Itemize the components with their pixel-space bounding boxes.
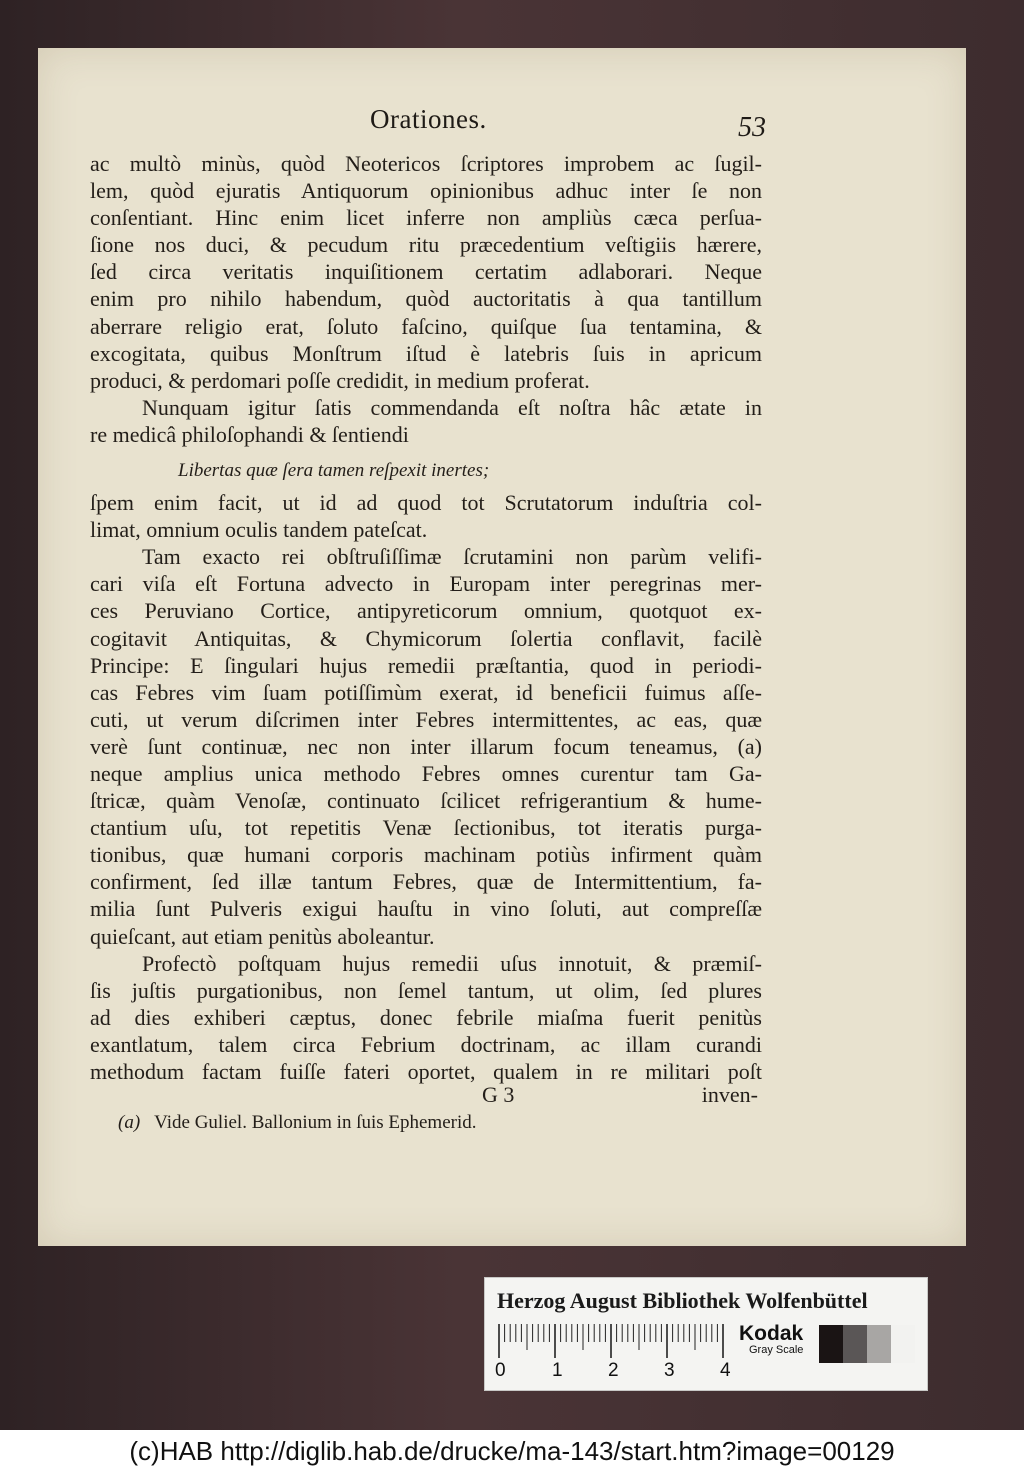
text-line: cas Febres vim ſuam potiſſimùm exerat, id beneficii fuimus aſſe- bbox=[90, 679, 762, 705]
text-line: tionibus, quæ humani corporis machinam potiùs infirment quàm bbox=[90, 842, 762, 868]
text-line: Nunquam igitur ſatis commendanda eſt noſtra hâc ætate in bbox=[142, 394, 762, 420]
gray-scale-swatches bbox=[819, 1325, 915, 1363]
text-line: ad dies exhiberi cæptus, donec febrile miaſma fuerit penitùs bbox=[90, 1004, 762, 1030]
text-line: quieſcant, aut etiam penitùs aboleantur. bbox=[90, 923, 435, 949]
ruler-number: 2 bbox=[608, 1360, 619, 1381]
ruler-number: 0 bbox=[495, 1360, 506, 1381]
text-line: confirment, ſed illæ tantum Febres, quæ de Intermittentium, fa- bbox=[90, 869, 762, 895]
footer-bar bbox=[0, 1430, 1024, 1470]
text-line: cari viſa eſt Fortuna advecto in Europam inter peregrinas mer- bbox=[90, 571, 762, 597]
text-line: milia ſunt Pulveris exigui hauſtu in vino ſoluti, aut compreſſæ bbox=[90, 896, 762, 922]
text-line: excogitata, quibus Monſtrum iſtud è latebris ſuis in apricum bbox=[90, 340, 762, 366]
catchword: inven- bbox=[701, 1082, 758, 1107]
text-line: verè ſunt continuæ, nec non inter illarum focum teneamus, (a) bbox=[90, 733, 762, 759]
text-line: ctantium uſu, tot repetitis Venæ ſectionibus, tot iteratis purga- bbox=[90, 815, 762, 841]
text-line: ces Peruviano Cortice, antipyreticorum omnium, quotquot ex- bbox=[90, 598, 762, 624]
text-line: Profectò poſtquam hujus remedii uſus innotuit, & præmiſ- bbox=[142, 950, 762, 976]
text-line: lem, quòd ejuratis Antiquorum opinionibus adhuc inter ſe non bbox=[90, 178, 762, 204]
page-number: 53 bbox=[738, 112, 766, 143]
text-line: ſis juſtis purgationibus, non ſemel tantum, ut olim, ſed plures bbox=[90, 977, 762, 1003]
text-line: ac multò minùs, quòd Neotericos ſcriptores improbem ac ſugil- bbox=[90, 151, 762, 176]
text-line: methodum factam fuiſſe fateri oportet, qualem in re militari poſt bbox=[90, 1059, 762, 1084]
text-line: limat, omnium oculis tandem pateſcat. bbox=[90, 517, 428, 543]
library-label-card bbox=[484, 1277, 928, 1391]
text-line: produci, & perdomari poſſe credidit, in medium proferat. bbox=[90, 367, 590, 393]
text-line: exantlatum, talem circa Febrium doctrinam, ac illam curandi bbox=[90, 1031, 762, 1057]
footnote bbox=[118, 1112, 477, 1134]
footnote-text: Vide Guliel. Ballonium in ſuis Ephemerid. bbox=[154, 1112, 477, 1133]
text-line: Tam exacto rei obſtruſiſſimæ ſcrutamini non parùm velifi- bbox=[142, 544, 762, 570]
text-line: neque amplius unica methodo Febres omnes curentur tam Ga- bbox=[90, 760, 762, 786]
text-line: ſione nos duci, & pecudum ritu præcedentium veſtigiis hærere, bbox=[90, 232, 762, 258]
footnote-marker: (a) bbox=[118, 1112, 141, 1133]
ruler-number: 4 bbox=[720, 1360, 731, 1381]
ruler-numbers bbox=[495, 1360, 735, 1384]
text-line: ſtricæ, quàm Venoſæ, continuato ſcilicet refrigerantium & hume- bbox=[90, 788, 762, 814]
text-line: ſpem enim facit, ut id ad quod tot Scrutatorum induſtria col- bbox=[90, 490, 762, 516]
gray-swatch bbox=[867, 1325, 891, 1363]
text-line: aberrare religio erat, ſoluto faſcino, quiſque ſua tentamina, & bbox=[90, 313, 762, 339]
ruler-number: 3 bbox=[664, 1360, 675, 1381]
text-line: enim pro nihilo habendum, quòd auctoritatis à qua tantillum bbox=[90, 286, 762, 312]
signature-line bbox=[90, 1082, 758, 1108]
running-head: Orationes. bbox=[370, 104, 487, 134]
ruler-number: 1 bbox=[552, 1360, 563, 1381]
verse-quote: Libertas quæ ſera tamen reſpexit inertes; bbox=[178, 460, 490, 482]
text-line: cuti, ut verum diſcrimen inter Febres intermittentes, ac eas, quæ bbox=[90, 706, 762, 732]
gray-scale-label: Gray Scale bbox=[749, 1344, 804, 1356]
text-line: re medicâ philoſophandi & ſentiendi bbox=[90, 421, 409, 447]
gray-swatch bbox=[819, 1325, 843, 1363]
ruler-scale-icon bbox=[497, 1324, 729, 1358]
library-name: Herzog August Bibliothek Wolfenbüttel bbox=[497, 1288, 868, 1313]
footer-url: (c)HAB http://diglib.hab.de/drucke/ma-143/start.htm?image=00129 bbox=[129, 1436, 895, 1466]
kodak-logo: Kodak bbox=[739, 1322, 804, 1345]
gray-swatch bbox=[843, 1325, 867, 1363]
gray-swatch bbox=[891, 1325, 915, 1363]
signature-mark: G 3 bbox=[482, 1082, 515, 1107]
main-text bbox=[90, 150, 762, 1085]
text-line: Principe: E ſingulari hujus remedii præſtantia, quod in periodi- bbox=[90, 652, 762, 678]
text-line: cogitavit Antiquitas, & Chymicorum ſolertia conflavit, facilè bbox=[90, 625, 762, 651]
text-line: ſed circa veritatis inquiſitionem certatim adlaborari. Neque bbox=[90, 259, 762, 285]
text-line: conſentiant. Hinc enim licet inferre non ampliùs cæca perſua- bbox=[90, 205, 762, 231]
